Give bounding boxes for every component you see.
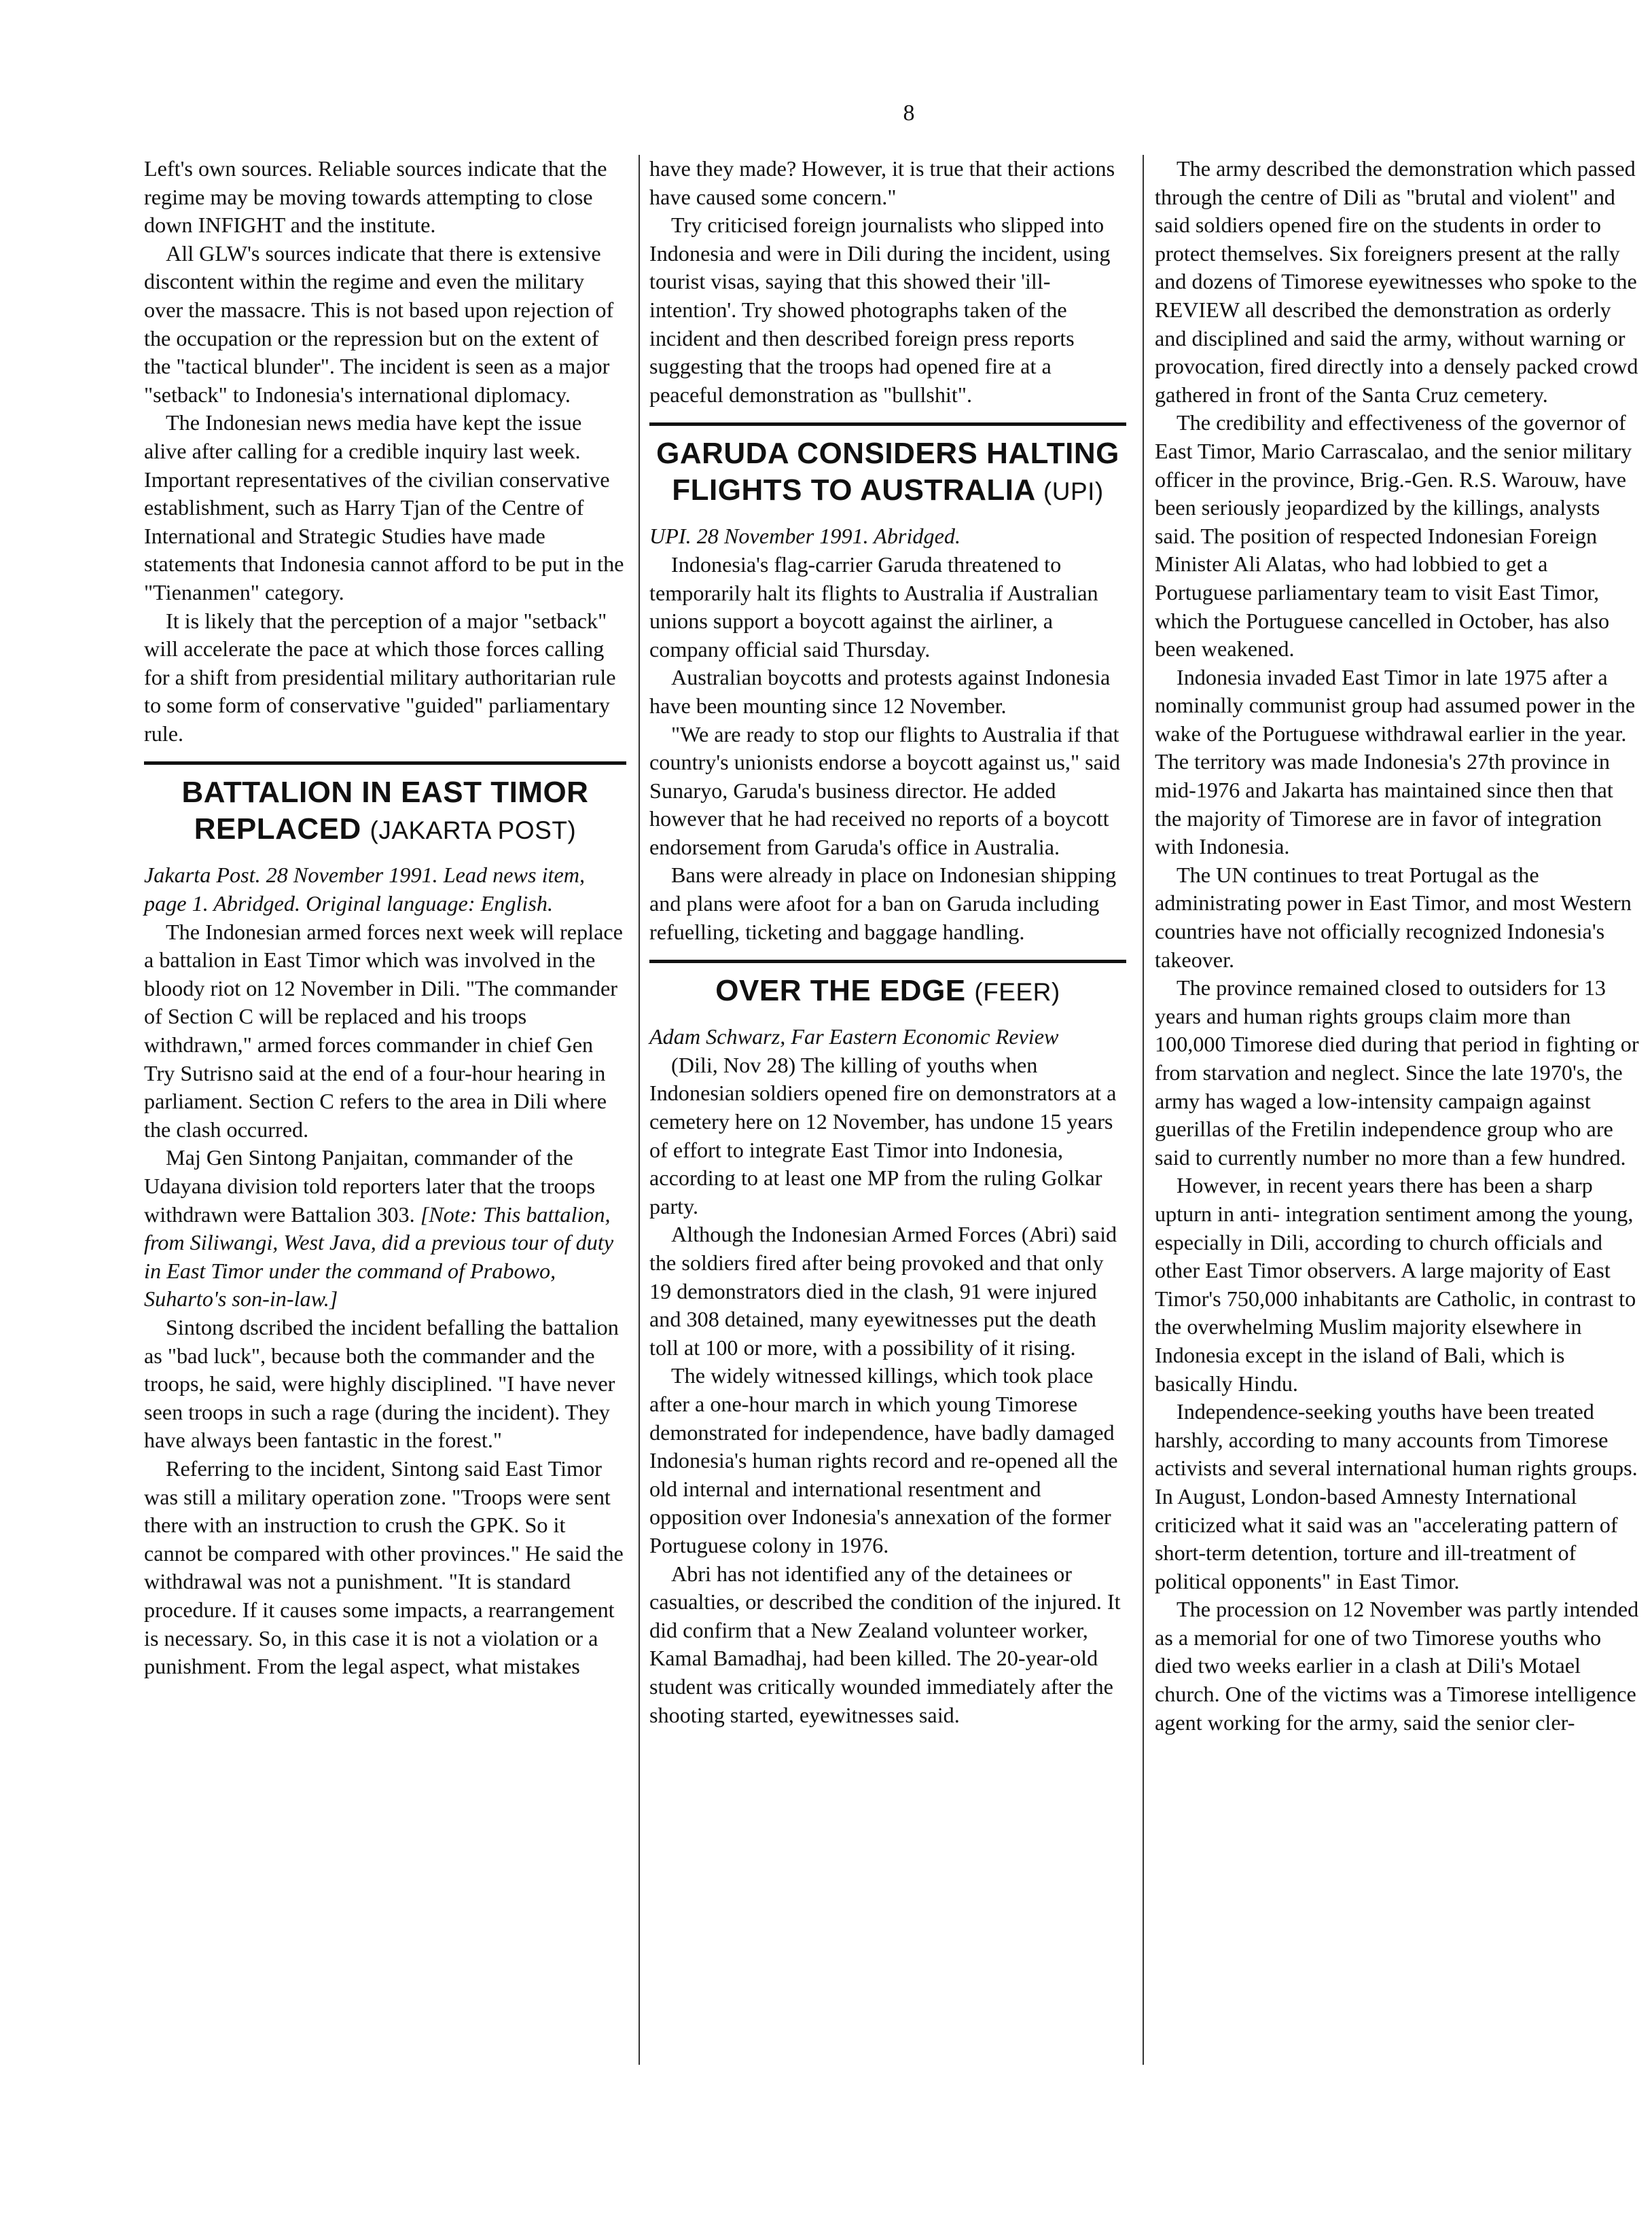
headline-battalion-text: BATTALION IN EAST TIMOR REPLACED <box>181 776 589 846</box>
headline-garuda-source: (UPI) <box>1043 477 1104 506</box>
col3-paragraph-7: Independence-seeking youths have been treated harshly, according to many accounts from Timorese activists and several international human rights groups. In August, London-based Amnesty International criticized what it said was an "accelerating pattern of short-term detention, torture and ill-treatment of political opponents" in East Timor. <box>1155 1399 1638 1593</box>
headline-battalion <box>144 774 626 849</box>
col1-paragraph-3: The Indonesian news media have kept the issue alive after calling for a credible inquiry last week. Important representatives of the civilian conservative establishment, such as Harry Tjan of the Centre of International and Strategic Studies have made statements that Indonesia cannot afford to be put in the "Tienanmen" category. <box>144 410 624 604</box>
col1-paragraph-4: It is likely that the perception of a major "setback" will accelerate the pace at which those forces calling for a shift from presidential military authoritarian rule to some form of conservative "guided" parliamentary rule. <box>144 608 616 746</box>
section-rule <box>649 422 1126 426</box>
byline-feer: Adam Schwarz, Far Eastern Economic Review <box>649 1024 1059 1049</box>
col3-paragraph-6: However, in recent years there has been a sharp upturn in anti- integration sentiment among the young, especially in Dili, according to church officials and other East Timor observers. A large majority of East Timor's 750,000 inhabitants are Catholic, in contrast to the overwhelming Muslim majority elsewhere in Indonesia except in the island of Bali, which is basically Hindu. <box>1155 1173 1636 1396</box>
col3-paragraph-1: The army described the demonstration which passed through the centre of Dili as "brutal and violent" and said soldiers opened fire on the students in order to protect themselves. Six foreigners present at the rally and dozens of Timorese eyewitnesses who spoke to the REVIEW all described the demonstration as orderly and disciplined and said the army, without warning or provocation, fired directly into a densely packed crowd gathered in front of the Santa Cruz cemetery. <box>1155 156 1638 407</box>
byline-upi: UPI. 28 November 1991. Abridged. <box>649 524 961 549</box>
col1-paragraph-1: Left's own sources. Reliable sources indicate that the regime may be moving towards attempting to close down INFIGHT and the institute. <box>144 156 607 238</box>
garuda-paragraph-3: "We are ready to stop our flights to Australia if that country's unionists endorse a boycott against us," said Sunaryo, Garuda's business director. He added however that he had received no reports of a boycott endorsement from Garuda's office in Australia. <box>649 721 1120 859</box>
battalion-paragraph-2 <box>144 1144 626 1314</box>
battalion-paragraph-3: Sintong dscribed the incident befalling the battalion as "bad luck", because both the commander and the troops, he said, were highly disciplined. "I have never seen troops in such a rage (during the incident). They have always been fantastic in the forest." <box>144 1314 619 1453</box>
section-rule <box>649 960 1126 963</box>
battalion-paragraph-2-text: Maj Gen Sintong Panjaitan, commander of the Udayana division told reporters later that the troops withdrawn were Battalion 303. <box>144 1145 596 1227</box>
battalion-editor-note: [Note: This battalion, from Siliwangi, West Java, did a previous tour of duty in East Timor under the command of Prabowo, Suharto's son-in-law.] <box>144 1202 614 1312</box>
battalion-paragraph-1: The Indonesian armed forces next week will replace a battalion in East Timor which was involved in the bloody riot on 12 November in Dili. "The commander of Section C will be replaced and his troops withdrawn," armed forces commander in chief Gen Try Sutrisno said at the end of a four-hour hearing in parliament. Section C refers to the area in Dili where the clash occurred. <box>144 919 623 1142</box>
column-middle <box>649 155 1126 1729</box>
garuda-paragraph-2: Australian boycotts and protests against Indonesia have been mounting since 12 November. <box>649 665 1111 718</box>
edge-paragraph-1: (Dili, Nov 28) The killing of youths when Indonesian soldiers opened fire on demonstrators at a cemetery here on 12 November, has undone 15 years of effort to integrate East Timor into Indonesia, according to at least one MP from the ruling Golkar party. <box>649 1052 1117 1218</box>
col3-paragraph-2: The credibility and effectiveness of the governor of East Timor, Mario Carrascalao, and the senior military officer in the province, Brig.-Gen. R.S. Warouw, have been seriously jeopardized by the killings, analysts said. The position of respected Indonesian Foreign Minister Ali Alatas, who had lobbied to get a Portuguese parliamentary team to visit East Timor, which the Portuguese cancelled in October, has also been weakened. <box>1155 410 1632 662</box>
headline-garuda-text: GARUDA CONSIDERS HALTING FLIGHTS TO AUSTRALIA <box>656 437 1119 507</box>
column-divider-right <box>1143 155 1144 2065</box>
headline-garuda <box>649 435 1126 510</box>
garuda-paragraph-4: Bans were already in place on Indonesian shipping and plans were afoot for a ban on Garuda including refuelling, ticketing and baggage handling. <box>649 863 1117 944</box>
headline-over-the-edge-text: OVER THE EDGE <box>715 974 966 1008</box>
col2-paragraph-2: Try criticised foreign journalists who slipped into Indonesia and were in Dili during the incident, using tourist visas, saying that this showed their 'ill-intention'. Try showed photographs taken of the incident and then described foreign press reports suggesting that the troops had opened fire at a peaceful demonstration as "bullshit". <box>649 213 1111 407</box>
edge-paragraph-2: Although the Indonesian Armed Forces (Abri) said the soldiers fired after being provoked and that only 19 demonstrators died in the clash, 91 were injured and 308 detained, many eyewitnesses put the death toll at 100 or more, with a possibility of it rising. <box>649 1222 1117 1360</box>
byline-jakarta-post: Jakarta Post. 28 November 1991. Lead news item, page 1. Abridged. Original language: English. <box>144 863 586 916</box>
col3-paragraph-4: The UN continues to treat Portugal as the administrating power in East Timor, and most Western countries have not officially recognized Indonesia's takeover. <box>1155 862 1632 972</box>
edge-paragraph-4: Abri has not identified any of the detainees or casualties, or described the condition of the injured. It did confirm that a New Zealand volunteer worker, Kamal Bamadhaj, had been killed. The 20-year-old student was critically wounded immediately after the shooting started, eyewitnesses said. <box>649 1561 1121 1727</box>
column-left <box>144 155 626 1681</box>
battalion-paragraph-4: Referring to the incident, Sintong said East Timor was still a military operation zone. "Troops were sent there with an instruction to crush the GPK. So it cannot be compared with other provinces." He said the withdrawal was not a punishment. "It is standard procedure. If it causes some impacts, a rearrangement is necessary. So, in this case it is not a violation or a punishment. From the legal aspect, what mistakes <box>144 1456 624 1679</box>
col2-paragraph-1: have they made? However, it is true that their actions have caused some concern." <box>649 156 1115 209</box>
column-right <box>1155 155 1644 1737</box>
headline-over-the-edge-source: (FEER) <box>974 978 1060 1007</box>
edge-paragraph-3: The widely witnessed killings, which took place after a one-hour march in which young Timorese demonstrated for independence, have badly damaged Indonesia's human rights record and re-opened all the old internal and international resentment and opposition over Indonesia's annexation of the former Portuguese colony in 1976. <box>649 1363 1118 1557</box>
col3-paragraph-5: The province remained closed to outsiders for 13 years and human rights groups claim more than 100,000 Timorese died during that period in fighting or from starvation and neglect. Since the late 1970's, the army has waged a low-intensity campaign against guerillas of the Fretilin independence group who are said to currently number no more than a few hundred. <box>1155 975 1639 1170</box>
page-number: 8 <box>903 101 915 126</box>
headline-battalion-source: (JAKARTA POST) <box>370 816 577 845</box>
col3-paragraph-3: Indonesia invaded East Timor in late 1975 after a nominally communist group had assumed power in the wake of the Portuguese withdrawal earlier in the year. The territory was made Indonesia's 27th province in mid-1976 and Jakarta has maintained since then that the majority of Timorese are in favor of integration with Indonesia. <box>1155 664 1636 859</box>
headline-over-the-edge <box>649 973 1126 1011</box>
col3-paragraph-8: The procession on 12 November was partly intended as a memorial for one of two Timorese youths who died two weeks earlier in a clash at Dili's Motael church. One of the victims was a Timorese intelligence agent working for the army, said the senior cler- <box>1155 1597 1639 1735</box>
section-rule <box>144 761 626 765</box>
col1-paragraph-2: All GLW's sources indicate that there is extensive discontent within the regime and even the military over the massacre. This is not based upon rejection of the occupation or the repression but on the extent of the "tactical blunder". The incident is seen as a major "setback" to Indonesia's international diplomacy. <box>144 240 614 407</box>
column-divider-left <box>639 155 640 2065</box>
garuda-paragraph-1: Indonesia's flag-carrier Garuda threatened to temporarily halt its flights to Australia if Australian unions support a boycott against the airliner, a company official said Thursday. <box>649 552 1098 662</box>
